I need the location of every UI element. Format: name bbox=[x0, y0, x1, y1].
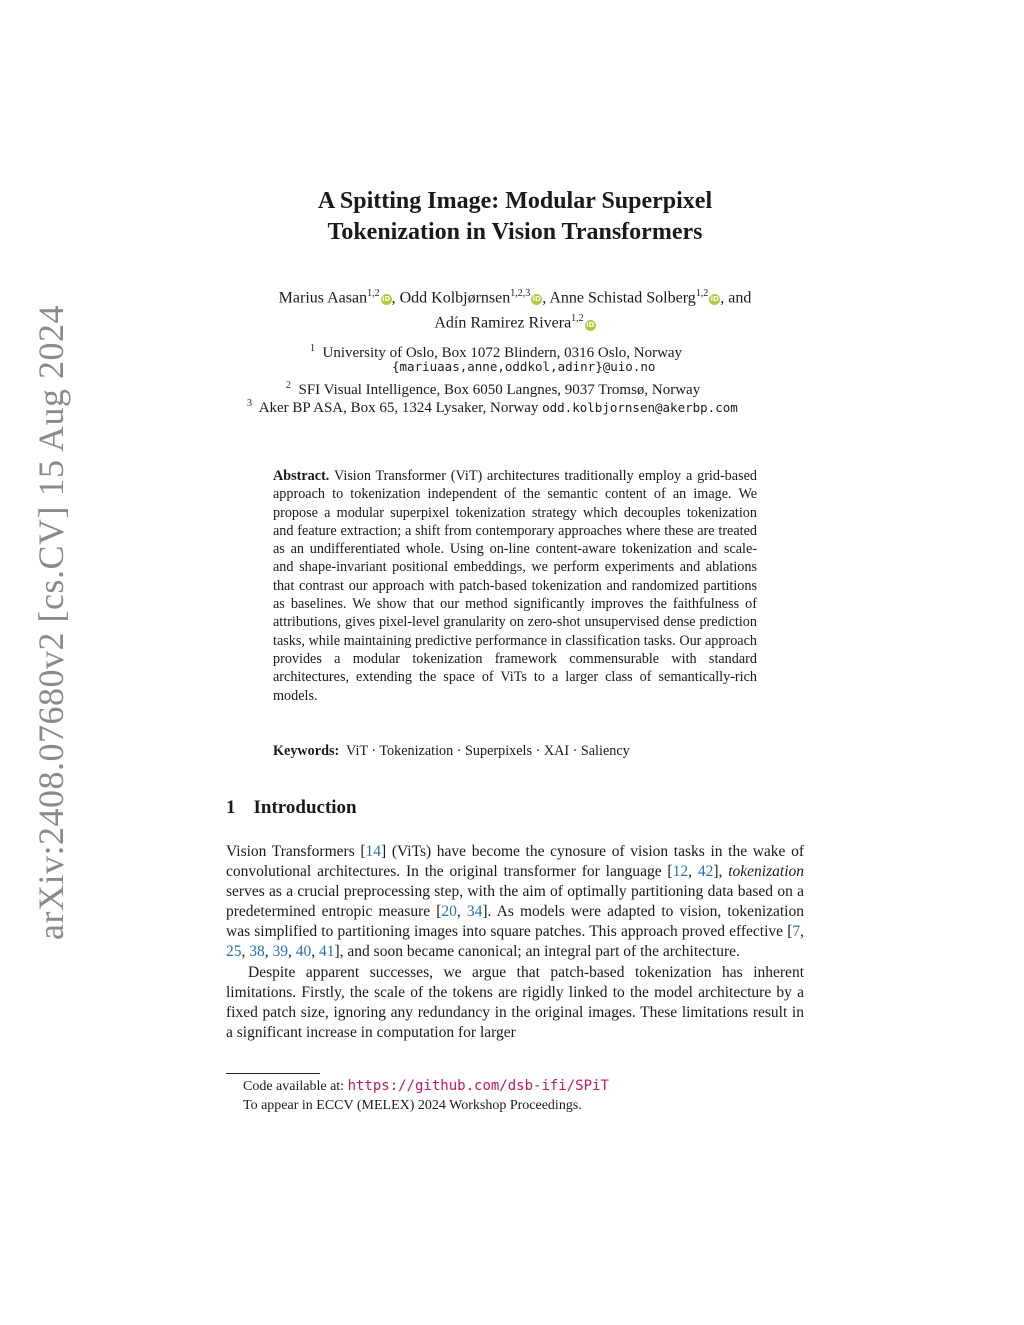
affiliation: $^1$ University of Oslo, Box 1072 Blindern, 0316 Oslo, Norway bbox=[310, 343, 683, 361]
introduction-body bbox=[226, 842, 804, 1043]
paragraph: Despite apparent successes, we argue that patch-based tokenization has inherent limitations. Firstly, the scale of the tokens are rigidly linked to the model architecture by a fixed patch size, ignoring any redundancy in the original images. These limitations result in a significant increase in computation for larger bbox=[226, 964, 804, 1041]
keywords-list: ViT · Tokenization · Superpixels · XAI · Saliency bbox=[346, 743, 630, 759]
citation-link[interactable]: 14 bbox=[365, 843, 382, 860]
section-number: 1 bbox=[226, 797, 236, 818]
abstract bbox=[273, 467, 757, 705]
author-name: Marius Aasan bbox=[278, 289, 368, 307]
author-list: Marius Aasan$^{1,2}$iD, Odd Kolbjørnsen$^{1,2,3}$iD, Anne Schistad Solberg$^{1,2}$iD, and Adín Ramirez Rivera$^{1,2}$iD bbox=[278, 288, 752, 332]
author-name: Adín Ramirez Rivera bbox=[434, 314, 572, 332]
affiliation: $^3$ Aker BP ASA, Box 65, 1324 Lysaker, Norway odd.kolbjornsen@akerbp.com bbox=[247, 398, 738, 416]
citation-link[interactable]: 20 bbox=[441, 903, 457, 920]
affiliation: $^2$ SFI Visual Intelligence, Box 6050 Langnes, 9037 Tromsø, Norway bbox=[286, 380, 701, 398]
abstract-label: Abstract. bbox=[273, 468, 330, 484]
citation-link[interactable]: 40 bbox=[295, 943, 312, 960]
title-line: Tokenization in Vision Transformers bbox=[327, 219, 703, 245]
paragraph: Vision Transformers [14] (ViTs) have become the cynosure of vision tasks in the wake of convolutional architectures. In the original transformer for language [12, 42], tokenization serves as a crucial preprocessing step, with the aim of optimally partitioning data based on a predetermined entropic measure [20, 34]. As models were adapted to vision, tokenization was simplified to partitioning images into square patches. This approach proved effective [7, 25, 38, 39, 40, 41], and soon became canonical; an integral part of the architecture. bbox=[226, 843, 805, 960]
keywords-label: Keywords: bbox=[273, 743, 340, 759]
affiliation-email: {mariuaas,anne,oddkol,adinr}@uio.no bbox=[392, 359, 656, 374]
orcid-icon[interactable]: iD bbox=[381, 295, 391, 304]
citation-link[interactable]: 38 bbox=[249, 943, 265, 960]
citation-link[interactable]: 39 bbox=[272, 943, 288, 960]
affiliation-email: odd.kolbjornsen@akerbp.com bbox=[542, 400, 738, 415]
section-heading bbox=[226, 797, 357, 819]
title-line: A Spitting Image: Modular Superpixel bbox=[317, 188, 713, 214]
abstract-text: Vision Transformer (ViT) architectures traditionally employ a grid-based approach to tokenization independent of the semantic content of an image. We propose a modular superpixel tokenization strategy which decouples tokenization and feature extraction; a shift from contemporary approaches where these are treated as an undifferentiated whole. Using on-line content-aware tokenization and scale- and shape-invariant positional embeddings, we perform experiments and ablations that contrast our approach with patch-based tokenization and randomized partitions as baselines. We show that our method significantly improves the faithfulness of attributions, gives pixel-level granularity on zero-shot unsupervised dense prediction tasks, while maintaining predictive performance in classification tasks. Our approach provides a modular tokenization framework commensurable with standard architectures, extending the space of ViTs to a larger class of semantically-rich models. bbox=[273, 468, 757, 704]
orcid-icon[interactable]: iD bbox=[532, 295, 541, 304]
citation-link[interactable]: 7 bbox=[792, 923, 801, 940]
footnote-appear: To appear in ECCV (MELEX) 2024 Workshop Proceedings. bbox=[243, 1098, 582, 1113]
section-title: Introduction bbox=[253, 797, 357, 818]
keywords bbox=[273, 743, 630, 760]
orcid-icon[interactable]: iD bbox=[586, 320, 595, 329]
orcid-icon[interactable]: iD bbox=[710, 295, 719, 304]
citation-link[interactable]: 41 bbox=[319, 943, 335, 960]
citation-link[interactable]: 25 bbox=[226, 943, 242, 960]
citation-link[interactable]: 42 bbox=[697, 863, 714, 880]
author-name: Anne Schistad Solberg bbox=[549, 289, 696, 307]
code-url-link[interactable]: https://github.com/dsb-ifi/SPiT bbox=[347, 1078, 609, 1094]
citation-link[interactable]: 34 bbox=[466, 903, 483, 920]
footnote-rule bbox=[226, 1073, 320, 1074]
footnotes bbox=[243, 1077, 609, 1115]
footnote-code: Code available at: https://github.com/dsb-ifi/SPiT bbox=[243, 1078, 609, 1094]
paper-title bbox=[230, 186, 800, 248]
citation-link[interactable]: 12 bbox=[672, 863, 689, 880]
author-name: Odd Kolbjørnsen bbox=[399, 289, 511, 307]
arxiv-identifier: arXiv:2408.07680v2 [cs.CV] 15 Aug 2024 bbox=[31, 305, 71, 940]
